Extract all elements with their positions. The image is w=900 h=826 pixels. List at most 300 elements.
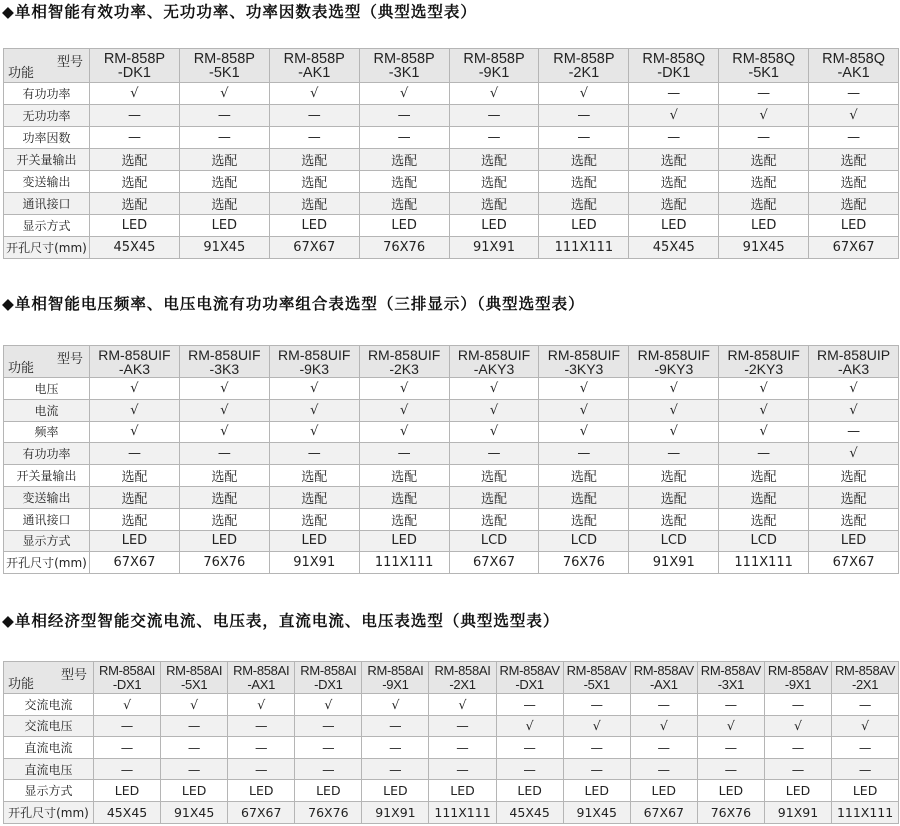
table-cell: √	[629, 378, 719, 400]
row-label: 无功功率	[4, 105, 90, 127]
table-cell: —	[362, 715, 429, 737]
table-cell: LED	[809, 530, 899, 552]
row-label: 通讯接口	[4, 508, 90, 530]
model-suffix: -DX1	[314, 676, 343, 692]
row-label: 开关量输出	[4, 149, 90, 171]
table-cell: 选配	[449, 149, 539, 171]
header-row	[4, 49, 899, 83]
section-1-title: ◆单相智能有效功率、无功功率、功率因数表选型（典型选型表）	[2, 3, 477, 21]
table-cell: —	[629, 83, 719, 105]
table-cell: LED	[429, 780, 496, 802]
table-cell: —	[629, 443, 719, 465]
table-cell: —	[630, 758, 697, 780]
table-cell: —	[764, 737, 831, 759]
table-cell: 76X76	[359, 237, 449, 259]
table-row	[4, 443, 899, 465]
row-label: 开孔尺寸(mm)	[4, 552, 90, 574]
table-row	[4, 530, 899, 552]
table-cell: —	[809, 421, 899, 443]
table-cell: √	[179, 399, 269, 421]
table-row	[4, 399, 899, 421]
table-cell: 67X67	[809, 552, 899, 574]
table-cell: LED	[630, 780, 697, 802]
table-cell: 选配	[269, 193, 359, 215]
model-name: RM-858AI	[166, 662, 223, 678]
model-name: RM-858Q	[642, 50, 706, 67]
corner-function-label: 功能	[8, 677, 35, 692]
table-cell: —	[295, 737, 362, 759]
row-label: 频率	[4, 421, 90, 443]
table-cell: 选配	[539, 465, 629, 487]
table-cell: 选配	[719, 508, 809, 530]
table-cell: 选配	[90, 193, 180, 215]
table-cell: —	[563, 694, 630, 716]
table-cell: 111X111	[359, 552, 449, 574]
model-header	[719, 49, 809, 83]
corner-function-label: 功能	[8, 361, 35, 376]
model-suffix: -DK1	[117, 64, 151, 81]
model-name: RM-858UIF	[98, 346, 171, 363]
model-name: RM-858AI	[98, 662, 156, 678]
table-cell: 选配	[719, 193, 809, 215]
table-cell: 选配	[179, 149, 269, 171]
table-cell: —	[429, 737, 496, 759]
model-header	[563, 662, 630, 694]
table-cell: 选配	[179, 193, 269, 215]
table-row	[4, 127, 899, 149]
table-cell: √	[295, 694, 362, 716]
section-3-title: ◆单相经济型智能交流电流、电压表，直流电流、电压表选型（典型选型表）	[2, 612, 560, 630]
row-label: 功率因数	[4, 127, 90, 149]
table-cell: —	[429, 715, 496, 737]
table-cell: 选配	[179, 465, 269, 487]
table-cell: LED	[269, 215, 359, 237]
table-cell: LED	[496, 780, 563, 802]
table-cell: √	[362, 694, 429, 716]
corner-model-label: 型号	[56, 352, 83, 367]
table-cell: —	[563, 758, 630, 780]
table-cell: 选配	[359, 465, 449, 487]
table-cell: √	[539, 421, 629, 443]
table-cell: LED	[228, 780, 295, 802]
table-cell: LCD	[449, 530, 539, 552]
model-header	[269, 346, 359, 378]
table-cell: 选配	[539, 193, 629, 215]
table-cell: 选配	[539, 149, 629, 171]
table-cell: 91X91	[449, 237, 539, 259]
model-suffix: -5X1	[181, 676, 208, 692]
table-cell: 选配	[809, 508, 899, 530]
table-row	[4, 508, 899, 530]
row-label: 有功功率	[4, 83, 90, 105]
table-cell: √	[269, 378, 359, 400]
table-cell: 91X91	[629, 552, 719, 574]
table-cell: 选配	[359, 149, 449, 171]
model-suffix: -9K1	[478, 64, 510, 81]
row-label: 直流电压	[4, 758, 94, 780]
model-header	[719, 346, 809, 378]
table-cell: LED	[697, 780, 764, 802]
table-cell: 选配	[809, 486, 899, 508]
table-cell: —	[228, 715, 295, 737]
model-name: RM-858P	[103, 50, 166, 67]
model-header	[161, 662, 228, 694]
model-header	[449, 346, 539, 378]
model-suffix: -DX1	[112, 676, 142, 692]
table-cell: —	[630, 694, 697, 716]
model-suffix: -2K3	[389, 360, 419, 377]
table-cell: LED	[809, 215, 899, 237]
table-cell: LED	[179, 215, 269, 237]
table-cell: —	[90, 127, 180, 149]
table-cell: 选配	[719, 465, 809, 487]
table-cell: 45X45	[94, 801, 161, 823]
table-cell: —	[94, 758, 161, 780]
model-name: RM-858AI	[434, 662, 491, 678]
table-cell: √	[539, 399, 629, 421]
model-suffix: -DX1	[515, 676, 544, 692]
model-suffix: -9K3	[299, 360, 330, 377]
model-name: RM-858P	[463, 50, 525, 67]
table-cell: √	[563, 715, 630, 737]
model-header	[295, 662, 362, 694]
table-cell: LCD	[629, 530, 719, 552]
table-cell: √	[90, 399, 180, 421]
table-cell: √	[269, 83, 359, 105]
table-cell: 选配	[269, 486, 359, 508]
table-cell: —	[90, 105, 180, 127]
table-cell: 76X76	[295, 801, 362, 823]
table-cell: —	[94, 737, 161, 759]
model-name: RM-858UIF	[188, 346, 261, 363]
row-label: 电压	[4, 378, 90, 400]
model-suffix: -3K3	[209, 360, 240, 377]
table-row	[4, 237, 899, 259]
model-name: RM-858P	[553, 50, 615, 67]
table-cell: —	[161, 758, 228, 780]
model-header	[449, 49, 539, 83]
table-cell: —	[496, 694, 563, 716]
header-row	[4, 662, 899, 694]
table-cell: 选配	[629, 171, 719, 193]
row-label: 开关量输出	[4, 465, 90, 487]
row-label: 变送输出	[4, 171, 90, 193]
model-suffix: -5K1	[748, 64, 779, 81]
model-suffix: -AKY3	[473, 360, 515, 377]
model-name: RM-858AV	[499, 662, 560, 678]
model-name: RM-858P	[283, 50, 345, 67]
table-row	[4, 737, 899, 759]
selection-table-2	[3, 345, 899, 574]
table-cell: —	[764, 758, 831, 780]
table-cell: LED	[362, 780, 429, 802]
selection-table-3	[3, 661, 899, 824]
table-row	[4, 215, 899, 237]
table-cell: 选配	[179, 508, 269, 530]
table-cell: 选配	[359, 508, 449, 530]
table-cell: 选配	[269, 465, 359, 487]
table-row	[4, 780, 899, 802]
table-cell: —	[179, 127, 269, 149]
model-suffix: -AK1	[298, 64, 331, 81]
table-row	[4, 552, 899, 574]
row-label: 交流电压	[4, 715, 94, 737]
table-cell: —	[269, 127, 359, 149]
table-cell: —	[228, 758, 295, 780]
table-cell: √	[359, 421, 449, 443]
model-suffix: -AK3	[118, 360, 150, 377]
table-cell: —	[719, 443, 809, 465]
table-cell: 选配	[449, 465, 539, 487]
table-cell: LED	[449, 215, 539, 237]
model-suffix: -3X1	[717, 676, 745, 692]
table-cell: —	[697, 694, 764, 716]
row-label: 交流电流	[4, 694, 94, 716]
table-cell: —	[496, 758, 563, 780]
table-cell: √	[719, 399, 809, 421]
table-cell: √	[809, 443, 899, 465]
table-cell: 91X45	[179, 237, 269, 259]
table-cell: √	[629, 399, 719, 421]
model-header	[94, 662, 161, 694]
table-row	[4, 801, 899, 823]
model-header	[832, 662, 899, 694]
table-cell: —	[832, 694, 899, 716]
table-cell: 76X76	[539, 552, 629, 574]
table-cell: 选配	[809, 171, 899, 193]
model-suffix: -AX1	[247, 676, 276, 692]
table-cell: LCD	[539, 530, 629, 552]
table-cell: 67X67	[630, 801, 697, 823]
table-cell: —	[809, 127, 899, 149]
table-row	[4, 715, 899, 737]
table-cell: 76X76	[179, 552, 269, 574]
row-label: 显示方式	[4, 215, 90, 237]
table-cell: √	[719, 421, 809, 443]
table-cell: 45X45	[629, 237, 719, 259]
table-cell: √	[269, 399, 359, 421]
table-cell: —	[359, 127, 449, 149]
table-cell: 选配	[359, 486, 449, 508]
table-cell: LED	[179, 530, 269, 552]
table-row	[4, 694, 899, 716]
table-cell: √	[179, 83, 269, 105]
table-cell: —	[179, 105, 269, 127]
table-cell: 111X111	[429, 801, 496, 823]
model-name: RM-858AI	[233, 662, 290, 678]
table-cell: —	[496, 737, 563, 759]
selection-table-1	[3, 48, 899, 259]
table-cell: √	[809, 378, 899, 400]
table-cell: LED	[161, 780, 228, 802]
table-cell: —	[362, 737, 429, 759]
table-cell: —	[295, 758, 362, 780]
table-cell: —	[539, 105, 629, 127]
model-header	[429, 662, 496, 694]
model-header	[809, 49, 899, 83]
table-cell: 选配	[809, 193, 899, 215]
table-cell: LED	[90, 215, 180, 237]
table-row	[4, 171, 899, 193]
table-cell: 选配	[629, 508, 719, 530]
table-cell: LED	[359, 215, 449, 237]
table-cell: LED	[629, 215, 719, 237]
table-cell: —	[563, 737, 630, 759]
table-cell: √	[809, 105, 899, 127]
table-cell: 选配	[809, 465, 899, 487]
model-suffix: -AK3	[838, 360, 870, 377]
table-cell: √	[90, 83, 180, 105]
table-cell: √	[359, 83, 449, 105]
table-cell: √	[429, 694, 496, 716]
table-cell: LED	[269, 530, 359, 552]
table-cell: 选配	[179, 171, 269, 193]
table-row	[4, 378, 899, 400]
table-cell: —	[90, 443, 180, 465]
table-cell: √	[359, 399, 449, 421]
table-cell: LED	[539, 215, 629, 237]
table-cell: 选配	[629, 149, 719, 171]
model-suffix: -3KY3	[564, 360, 604, 377]
model-header	[630, 662, 697, 694]
model-name: RM-858UIF	[727, 346, 800, 363]
table-cell: 选配	[269, 508, 359, 530]
table-cell: 111X111	[539, 237, 629, 259]
section-2-title: ◆单相智能电压频率、电压电流有功功率组合表选型（三排显示）（典型选型表）	[2, 295, 585, 313]
table-cell: —	[449, 127, 539, 149]
model-header	[496, 662, 563, 694]
corner-header	[4, 662, 94, 694]
table-cell: 选配	[539, 171, 629, 193]
table-cell: 选配	[449, 486, 539, 508]
table-cell: —	[719, 127, 809, 149]
model-header	[629, 346, 719, 378]
table-cell: —	[449, 443, 539, 465]
model-suffix: -5X1	[583, 676, 610, 692]
model-name: RM-858UIF	[278, 346, 351, 363]
model-name: RM-858Q	[822, 50, 885, 67]
table-cell: √	[539, 378, 629, 400]
row-label: 直流电流	[4, 737, 94, 759]
model-name: RM-858AV	[834, 662, 896, 678]
model-name: RM-858UIF	[547, 346, 621, 363]
table-cell: 选配	[539, 508, 629, 530]
model-suffix: -9X1	[382, 676, 409, 692]
model-header	[179, 49, 269, 83]
model-header	[697, 662, 764, 694]
table-cell: LED	[832, 780, 899, 802]
model-name: RM-858UIP	[817, 346, 891, 363]
table-row	[4, 758, 899, 780]
corner-function-label: 功能	[8, 66, 35, 81]
table-cell: 选配	[449, 171, 539, 193]
table-cell: —	[629, 127, 719, 149]
row-label: 变送输出	[4, 486, 90, 508]
table-cell: √	[764, 715, 831, 737]
table-cell: 91X91	[269, 552, 359, 574]
table-cell: —	[179, 443, 269, 465]
table-cell: √	[629, 421, 719, 443]
table-cell: 111X111	[719, 552, 809, 574]
table-cell: —	[359, 105, 449, 127]
table-row	[4, 105, 899, 127]
table-cell: √	[809, 399, 899, 421]
model-name: RM-858P	[373, 50, 435, 67]
table-cell: 选配	[269, 171, 359, 193]
model-header	[90, 346, 180, 378]
table-cell: √	[719, 378, 809, 400]
row-label: 电流	[4, 399, 90, 421]
table-cell: —	[161, 737, 228, 759]
table-cell: 选配	[629, 486, 719, 508]
table-cell: 67X67	[228, 801, 295, 823]
table-cell: √	[161, 694, 228, 716]
table-cell: —	[429, 758, 496, 780]
model-name: RM-858Q	[732, 50, 796, 67]
model-suffix: -2KY3	[744, 360, 784, 377]
table-cell: 选配	[719, 486, 809, 508]
model-header	[362, 662, 429, 694]
table-cell: 选配	[629, 193, 719, 215]
table-cell: LED	[94, 780, 161, 802]
table-cell: LED	[764, 780, 831, 802]
model-suffix: -2X1	[449, 676, 476, 692]
model-suffix: -AX1	[649, 676, 678, 692]
model-name: RM-858P	[193, 50, 255, 67]
model-suffix: -DK1	[657, 64, 691, 81]
model-suffix: -2K1	[568, 64, 600, 81]
table-cell: —	[630, 737, 697, 759]
table-cell: √	[449, 378, 539, 400]
model-header	[269, 49, 359, 83]
model-header	[764, 662, 831, 694]
table-cell: —	[809, 83, 899, 105]
table-cell: √	[449, 399, 539, 421]
model-header	[809, 346, 899, 378]
table-cell: 45X45	[90, 237, 180, 259]
row-label: 有功功率	[4, 443, 90, 465]
table-cell: —	[161, 715, 228, 737]
table-cell: LED	[719, 215, 809, 237]
table-cell: LED	[563, 780, 630, 802]
model-header	[539, 49, 629, 83]
table-cell: —	[697, 758, 764, 780]
row-label: 显示方式	[4, 780, 94, 802]
table-cell: LCD	[719, 530, 809, 552]
table-cell: √	[496, 715, 563, 737]
table-row	[4, 421, 899, 443]
table-cell: 选配	[809, 149, 899, 171]
table-cell: √	[94, 694, 161, 716]
model-name: RM-858AV	[566, 662, 627, 678]
model-suffix: -9KY3	[654, 360, 694, 377]
corner-model-label: 型号	[60, 668, 87, 683]
table-cell: 选配	[359, 171, 449, 193]
table-cell: √	[179, 378, 269, 400]
table-cell: —	[832, 737, 899, 759]
model-header	[90, 49, 180, 83]
table-cell: 选配	[269, 149, 359, 171]
table-row	[4, 193, 899, 215]
table-cell: 选配	[539, 486, 629, 508]
table-cell: 45X45	[496, 801, 563, 823]
corner-header	[4, 49, 90, 83]
table-cell: 91X91	[764, 801, 831, 823]
model-suffix: -9X1	[784, 676, 812, 692]
table-cell: —	[228, 737, 295, 759]
table-cell: LED	[359, 530, 449, 552]
table-cell: 76X76	[697, 801, 764, 823]
